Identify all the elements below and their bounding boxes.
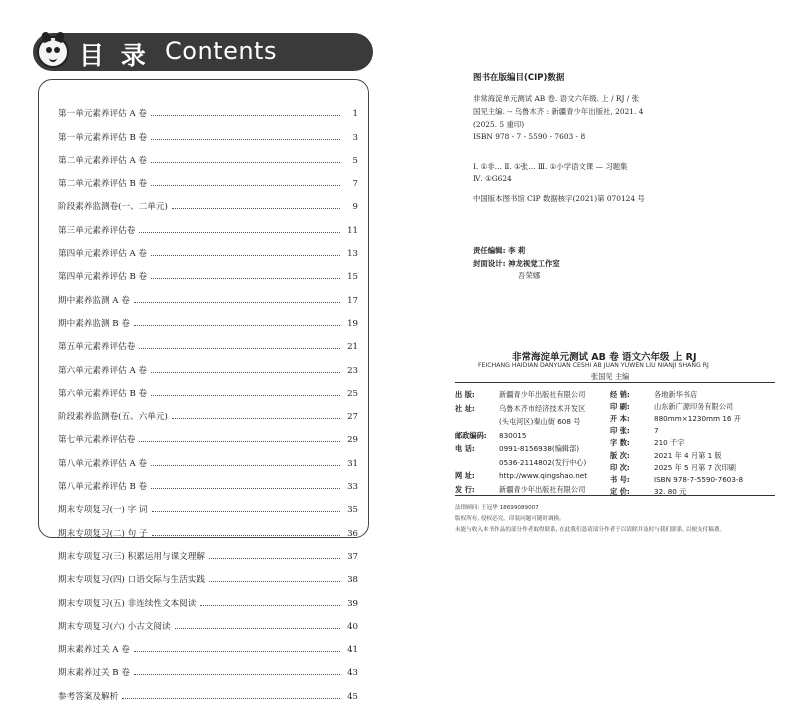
publisher-row-label: 发 行: [455, 484, 475, 494]
toc-entry [58, 329, 358, 352]
toc-entry-title: 第八单元素养评估 B 卷 [58, 482, 148, 493]
toc-leader-dots [139, 440, 340, 442]
toc-leader-dots [134, 650, 340, 652]
toc-entry-page: 7 [352, 179, 358, 190]
toc-leader-dots [151, 464, 340, 466]
publisher-row [455, 485, 585, 495]
publisher-row-value: http://www.qingshao.net [499, 471, 588, 480]
publisher-row-value: 210 千字 [654, 438, 685, 448]
publisher-row-value: 32. 80 元 [654, 486, 687, 496]
toc-leader-dots [139, 347, 340, 349]
publisher-row-value: 0991-8156938(编辑部) [499, 444, 580, 453]
publisher-row-label: 印 张: [610, 426, 630, 436]
publisher-row [455, 390, 585, 400]
publisher-row [610, 390, 697, 400]
publisher-row-value: 各地新华书店 [654, 390, 698, 399]
cip-line: Ⅳ. ①G624 [473, 174, 512, 183]
publisher-row-label: 电 话: [455, 444, 475, 453]
toc-leader-dots [151, 371, 340, 373]
toc-entry [58, 236, 358, 259]
toc-leader-dots [151, 254, 340, 256]
toc-leader-dots [134, 301, 340, 303]
toc-leader-dots [134, 673, 340, 675]
toc-entry-title: 期末专项复习(一) 字 词 [58, 505, 148, 516]
toc-entry-title: 期末专项复习(六) 小古文阅读 [58, 621, 171, 632]
publisher-row-value: ISBN 978-7-5590-7603-8 [654, 474, 744, 484]
publisher-row-value: 乌鲁木齐市经济技术开发区 [499, 403, 586, 413]
cip-heading: 图书在版编目(CIP)数据 [473, 73, 565, 83]
toc-leader-dots [151, 138, 340, 140]
toc-entry-title: 期末专项复习(二) 句 子 [58, 528, 148, 539]
cip-line: (2025. 5 重印) [473, 120, 525, 129]
cip-line: 非常海淀单元测试 AB 卷. 语文六年级. 上 / RJ / 张 [473, 94, 640, 103]
publisher-row-value: 7 [654, 426, 659, 436]
toc-entry-page: 19 [347, 318, 358, 329]
toc-entry-page: 39 [347, 598, 358, 609]
toc-entry [58, 609, 358, 632]
book-title: 非常海淀单元测试 AB 卷 语文六年级 上 RJ [512, 352, 697, 363]
toc-entry [58, 655, 358, 678]
toc-leader-dots [152, 510, 340, 512]
toc-entry [58, 352, 358, 375]
toc-entry [58, 399, 358, 422]
toc-entry-title: 第六单元素养评估 A 卷 [58, 365, 148, 376]
responsible-editor: 责任编辑: 李 莉 [473, 246, 526, 255]
publisher-row [455, 417, 580, 427]
toc-entry [58, 539, 358, 562]
toc-entry [58, 445, 358, 468]
toc-entry-title: 第六单元素养评估 B 卷 [58, 388, 148, 399]
mascot-logo-icon [37, 36, 69, 68]
publisher-row-label: 开 本: [610, 414, 630, 424]
publisher-row-value: 880mm×1230mm 16 开 [654, 414, 741, 424]
toc-entry [58, 166, 358, 189]
cip-line: Ⅰ. ①非… Ⅱ. ①张… Ⅲ. ①小学语文课 — 习题集 [473, 162, 628, 171]
publisher-row [610, 426, 659, 436]
publisher-row-label: 印 次: [610, 462, 630, 472]
toc-entry-page: 9 [352, 202, 358, 213]
toc-entry-title: 第一单元素养评估 B 卷 [58, 132, 148, 143]
toc-leader-dots [151, 114, 340, 116]
toc-entry-page: 38 [347, 575, 358, 586]
toc-entry-title: 期末素养过关 B 卷 [58, 668, 130, 679]
toc-entry-title: 期末专项复习(五) 非连续性文本阅读 [58, 598, 197, 609]
toc-entry-title: 期中素养监测 B 卷 [58, 318, 130, 329]
publisher-row [610, 463, 736, 473]
publisher-row-label: 网 址: [455, 471, 475, 480]
contents-title: 目 录 [79, 41, 150, 70]
toc-entry [58, 282, 358, 305]
toc-entry-page: 33 [347, 482, 358, 493]
toc-leader-dots [172, 417, 340, 419]
publisher-row-label: 字 数: [610, 438, 630, 448]
publisher-row-label: 定 价: [610, 486, 630, 496]
cover-design-2: 吾荣娜 [518, 271, 541, 280]
toc-entry [58, 469, 358, 492]
toc-entry [58, 422, 358, 445]
toc-entry [58, 143, 358, 166]
toc-leader-dots [209, 557, 340, 559]
toc-entry-page: 29 [347, 435, 358, 446]
copyright-page [400, 0, 800, 566]
toc-entry-title: 第一单元素养评估 A 卷 [58, 109, 148, 120]
toc-entry [58, 632, 358, 655]
toc-entry-page: 31 [347, 458, 358, 469]
publisher-row-label: 书 号: [610, 474, 630, 484]
toc-leader-dots [209, 580, 340, 582]
toc-entry-page: 1 [352, 109, 358, 120]
toc-leader-dots [172, 207, 340, 209]
toc-entry-title: 阶段素养监测卷(五、六单元) [58, 412, 168, 423]
toc-entry-page: 17 [347, 295, 358, 306]
toc-entry-title: 期末专项复习(三) 积累运用与课文理解 [58, 551, 205, 562]
publisher-row-value: 2025 年 5 月第 7 次印刷 [654, 462, 736, 472]
publisher-row [610, 451, 722, 461]
toc-entry-title: 第八单元素养评估 A 卷 [58, 458, 148, 469]
toc-entry-page: 43 [347, 668, 358, 679]
publisher-row-label: 印 刷: [610, 402, 630, 412]
publisher-row [610, 438, 684, 448]
toc-entry-page: 15 [347, 272, 358, 283]
publisher-row [455, 458, 586, 468]
publisher-row-label: 邮政编码: [455, 430, 487, 440]
toc-entry-title: 第五单元素养评估卷 [58, 342, 136, 353]
toc-entry-title: 期中素养监测 A 卷 [58, 295, 130, 306]
toc-entry-page: 11 [347, 225, 358, 236]
toc-leader-dots [151, 184, 340, 186]
toc-entry [58, 212, 358, 235]
publisher-row-label: 社 址: [455, 403, 475, 413]
toc-leader-dots [134, 324, 340, 326]
publisher-row [455, 431, 526, 441]
toc-entry-title: 第三单元素养评估卷 [58, 225, 136, 236]
contents-banner [33, 33, 373, 71]
publisher-row [455, 444, 579, 454]
toc-entry-page: 5 [352, 155, 358, 166]
publisher-row-label: 出 版: [455, 390, 475, 399]
publisher-row-value: 830015 [499, 430, 527, 440]
toc-entry-title: 第七单元素养评估卷 [58, 435, 136, 446]
publisher-row-value: 新疆青少年出版社有限公司 [499, 390, 586, 399]
toc-entry-page: 36 [347, 528, 358, 539]
toc-entry-page: 37 [347, 551, 358, 562]
cover-design: 封面设计: 神龙视觉工作室 [473, 259, 560, 268]
publisher-row [610, 414, 741, 424]
toc-entry-page: 27 [347, 412, 358, 423]
publisher-row [610, 475, 743, 485]
publisher-row-value: 2021 年 4 月第 1 版 [654, 450, 722, 460]
toc-leader-dots [139, 231, 340, 233]
toc-entry-page: 3 [352, 132, 358, 143]
toc-entry [58, 585, 358, 608]
toc-leader-dots [175, 627, 340, 629]
publisher-row-value: 新疆青少年出版社有限公司 [499, 484, 586, 494]
toc-entry [58, 376, 358, 399]
publisher-row [455, 471, 587, 481]
publisher-row-label: 经 销: [610, 390, 630, 399]
toc-entry [58, 306, 358, 329]
publisher-row-label: 版 次: [610, 450, 630, 460]
toc-entry-page: 21 [347, 342, 358, 353]
divider [455, 495, 775, 496]
cip-line: 国见主编. -- 乌鲁木齐 : 新疆青少年出版社, 2021. 4 [473, 107, 644, 116]
publisher-row-value: 山东新广源印务有限公司 [654, 402, 734, 412]
toc-entry [58, 119, 358, 142]
toc-entry-page: 45 [347, 691, 358, 702]
toc-leader-dots [151, 161, 340, 163]
cip-line: ISBN 978 - 7 - 5590 - 7603 - 8 [473, 132, 586, 141]
toc-leader-dots [151, 277, 340, 279]
toc-leader-dots [200, 604, 340, 606]
publisher-row-value: (头屯河区)秦山街 608 号 [499, 417, 581, 426]
toc-entry [58, 96, 358, 119]
toc-entry-page: 13 [347, 249, 358, 260]
toc-entry-page: 41 [347, 645, 358, 656]
cip-line: 中国版本图书馆 CIP 数据核字(2021)第 070124 号 [473, 194, 645, 203]
toc-entry-title: 期末素养过关 A 卷 [58, 645, 130, 656]
toc-entry [58, 259, 358, 282]
publisher-row [610, 402, 733, 412]
legal-counsel: 法律顾问: 王冠华 18699089007 [455, 505, 539, 511]
toc-entry-page: 40 [347, 621, 358, 632]
toc-entry-page: 25 [347, 388, 358, 399]
contents-subtitle: Contents [165, 37, 277, 65]
toc-entry-title: 第二单元素养评估 A 卷 [58, 155, 148, 166]
toc-entry-title: 第四单元素养评估 B 卷 [58, 272, 148, 283]
toc-entry [58, 515, 358, 538]
publisher-row-value: 0536-2114802(发行中心) [499, 457, 587, 467]
author-notice: 未能与收入本书作品的部分作者取得联系, 在此我们恳请部分作者于以请除并及时与我们联系, 以便支付稿费。 [455, 527, 726, 533]
toc-entry-title: 期末专项复习(四) 口语交际与生活实践 [58, 575, 205, 586]
toc-entry-page: 23 [347, 365, 358, 376]
book-pinyin: FEICHANG HAIDIAN DANYUAN CESHI AB JUAN YUWEN LIU NIANJI SHANG RJ [478, 362, 709, 369]
rights-notice: 版权所有, 侵权必究。印装问题可随时调换。 [455, 516, 565, 522]
toc-entry-title: 第二单元素养评估 B 卷 [58, 179, 148, 190]
toc-entry-page: 35 [347, 505, 358, 516]
toc-leader-dots [151, 394, 340, 396]
toc-entry-title: 阶段素养监测卷(一、二单元) [58, 202, 168, 213]
book-editor: 张国见 主编 [591, 372, 630, 381]
toc-leader-dots [151, 487, 340, 489]
toc-entry-title: 参考答案及解析 [58, 691, 119, 702]
toc-entry [58, 189, 358, 212]
toc-entry [58, 492, 358, 515]
toc-entry [58, 562, 358, 585]
toc-leader-dots [152, 534, 340, 536]
toc-entry [58, 678, 358, 701]
toc-list [58, 96, 358, 702]
toc-leader-dots [122, 697, 340, 699]
divider [455, 382, 775, 383]
toc-entry-title: 第四单元素养评估 A 卷 [58, 249, 148, 260]
publisher-row [455, 404, 585, 414]
